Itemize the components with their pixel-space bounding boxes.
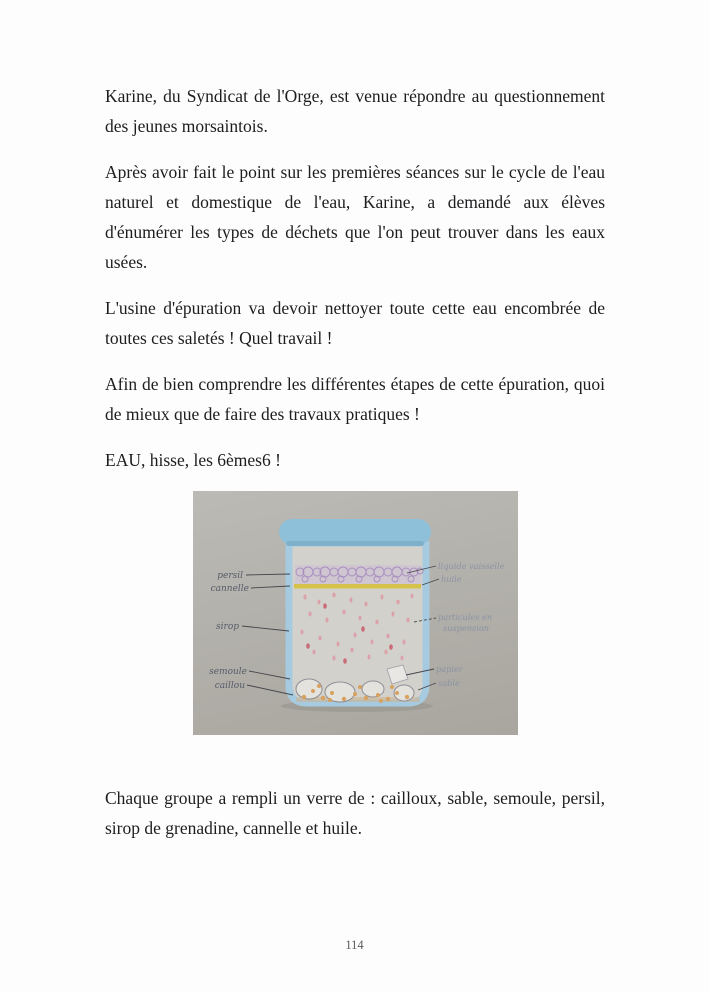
jar-lid-edge [286, 541, 424, 546]
label-liquide-vaisselle: liquide vaisselle [437, 561, 505, 571]
label-persil: persil [216, 571, 243, 581]
label-papier: papier [435, 664, 463, 674]
paragraph-seances: Après avoir fait le point sur les premières séances sur le cycle de l'eau naturel et domestique de l'eau, Karine, a demandé aux élèves d'énumérer les types de déchets que l'on peut trouver dans les eaux usées. [105, 162, 605, 272]
oil-layer [294, 584, 421, 589]
pointer-line-semoule [249, 671, 290, 679]
text-column [105, 81, 605, 859]
label-huile: huile [440, 574, 462, 584]
closing-paragraph: Chaque groupe a rempli un verre de : cailloux, sable, semoule, persil, sirop de grenadine, cannelle et huile. [105, 788, 605, 838]
right-labels [436, 561, 505, 688]
label-semoule: semoule [208, 667, 247, 677]
paragraph-eau-hisse: EAU, hisse, les 6èmes6 ! [105, 450, 281, 470]
label-sable: sable [437, 678, 460, 688]
label-suspension: suspension [442, 623, 489, 633]
pointer-line-persil [246, 574, 290, 575]
experiment-photo [193, 491, 518, 735]
left-labels [209, 571, 249, 691]
label-sirop: sirop [215, 622, 239, 632]
paragraph-intro: Karine, du Syndicat de l'Orge, est venue répondre au questionnement des jeunes morsaintois. [105, 86, 605, 136]
label-caillou: caillou [214, 681, 245, 691]
foam-layer [295, 565, 423, 584]
jar-diagram [193, 491, 518, 735]
paragraph-travaux: Afin de bien comprendre les différentes étapes de cette épuration, quoi de mieux que de faire des travaux pratiques ! [105, 374, 605, 424]
label-cannelle: cannelle [210, 584, 249, 594]
pointer-line-sirop [242, 626, 289, 631]
label-particules-en: particules en [437, 612, 492, 622]
paragraph-usine: L'usine d'épuration va devoir nettoyer toute cette eau encombrée de toutes ces saletés ! Quel travail ! [105, 298, 605, 348]
pointer-line-cannelle [251, 586, 290, 588]
page-number: 114 [345, 938, 364, 952]
